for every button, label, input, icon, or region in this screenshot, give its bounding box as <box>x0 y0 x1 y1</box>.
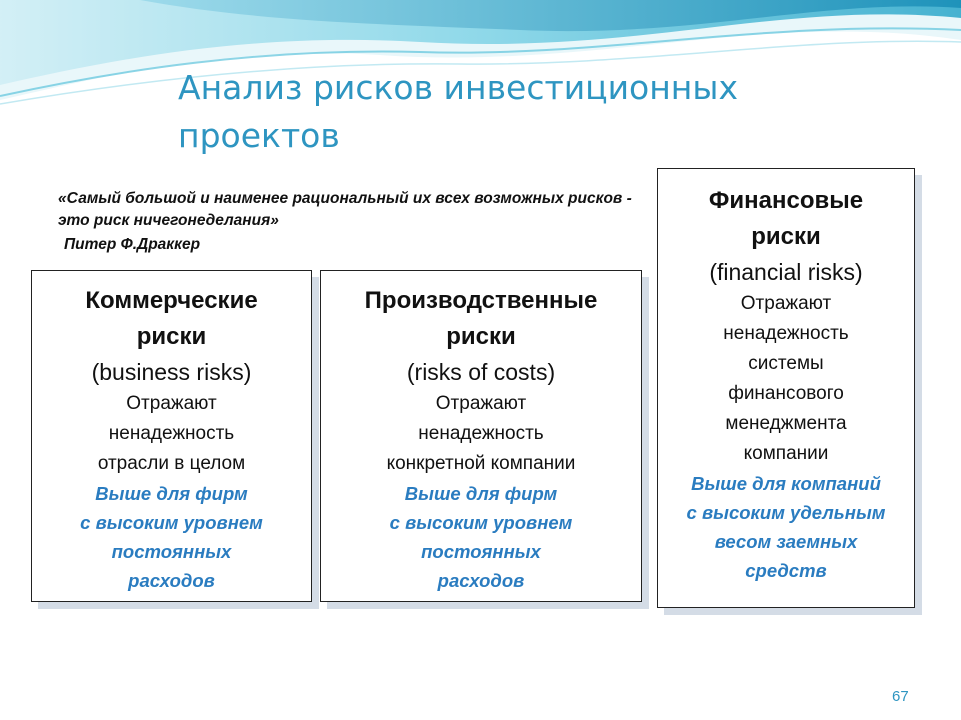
card-heading: Коммерческие <box>85 287 258 314</box>
card-description: системы <box>748 353 824 374</box>
card-english-term: (business risks) <box>91 359 252 385</box>
card-production-risks <box>320 270 642 602</box>
card-note: с высоким уровнем <box>389 512 573 533</box>
card-description: менеджмента <box>725 413 847 434</box>
card-description: компании <box>743 443 829 464</box>
card-heading: риски <box>446 323 516 350</box>
card-description: конкретной компании <box>386 453 576 474</box>
card-description: финансового <box>728 383 844 404</box>
card-note: постоянных <box>421 541 541 562</box>
card-description: ненадежность <box>108 423 235 444</box>
quote-text: «Самый большой и наименее рациональный их всех возможных рисков - это риск ничегонеделания» <box>58 190 632 229</box>
card-note: с высоким удельным <box>686 502 886 523</box>
card-note: расходов <box>128 570 215 591</box>
card-note: с высоким уровнем <box>80 512 263 533</box>
card-description: ненадежность <box>723 323 849 344</box>
card-description: отрасли в целом <box>97 453 246 474</box>
card-note: Выше для фирм <box>95 483 248 504</box>
card-description: Отражают <box>740 293 832 314</box>
card-business-risks <box>31 270 312 602</box>
card-description: ненадежность <box>418 423 544 444</box>
card-heading: Производственные <box>364 287 598 314</box>
card-english-term: (financial risks) <box>709 259 863 285</box>
page-number: 67 <box>892 688 909 705</box>
slide-title: Анализ рисков инвестиционных проектов <box>178 68 738 155</box>
card-financial-risks <box>657 168 915 608</box>
card-heading: Финансовые <box>708 187 864 214</box>
card-note: расходов <box>437 570 525 591</box>
card-heading: риски <box>751 223 821 250</box>
card-note: постоянных <box>111 541 232 562</box>
card-description: Отражают <box>126 393 217 414</box>
card-english-term: (risks of costs) <box>406 359 556 385</box>
quote-author: Питер Ф.Драккер <box>64 236 201 253</box>
card-description: Отражают <box>435 393 527 414</box>
card-note: весом заемных <box>714 531 858 552</box>
card-note: средств <box>745 560 827 581</box>
card-note: Выше для фирм <box>404 483 558 504</box>
card-note: Выше для компаний <box>691 473 881 494</box>
card-heading: риски <box>136 323 207 350</box>
